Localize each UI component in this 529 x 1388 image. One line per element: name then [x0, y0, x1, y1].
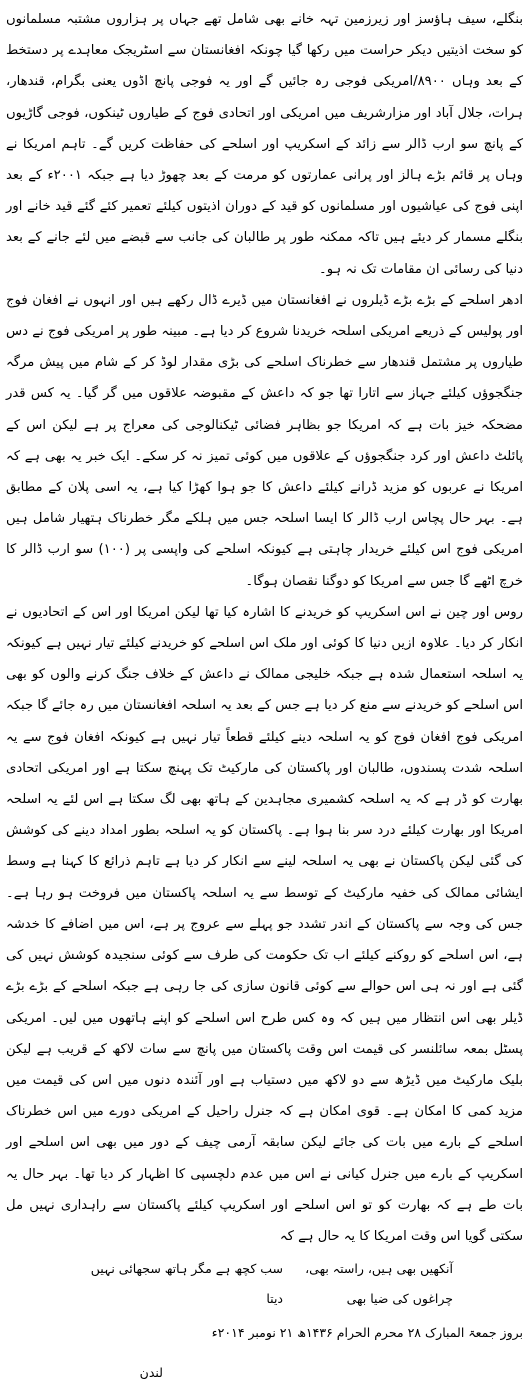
article-paragraph-2: ادھر اسلحے کے بڑے بڑے ڈیلروں نے افغانستان میں ڈیرے ڈال رکھے ہیں اور انہوں نے افغان فوج اور پولیس کے ذریعے امریکی اسلحہ خریدنا شروع کر دیا ہے۔ مبینہ طور پر امریکی فوج نے دس طیاروں پر مشتمل قندھار سے خطرناک اسلحے کی بڑی مقدار لوڈ کر کے شام میں پیش مرگہ جنگجوؤں کیلئے جہاز سے اتارا تھا جو کہ داعش کے مقبوضہ علاقوں میں گر گیا۔ یہ کس قدر مضحکہ خیز بات ہے کہ امریکا جو بظاہر فضائی ٹیکنالوجی کی معراج پر ہے لیکن اس کے پائلٹ داعش اور کرد جنگجوؤں کے علاقوں میں کوئی تمیز نہ کر سکے۔ ایک خبر یہ بھی ہے کہ امریکا نے عربوں کو مزید ڈرانے کیلئے داعش کا جو ہوا کھڑا کیا ہے، یہ اسی پلان کے مطابق ہے۔ بہر حال پچاس ارب ڈالر کا ایسا اسلحہ جس میں ہلکے مگر خطرناک ہتھیار شامل ہیں امریکی فوج اس کیلئے خریدار چاہتی ہے کیونکہ اسلحے کی واپسی پر (۱۰۰) سو ارب ڈالر کا خرچ اٹھے گا جس سے امریکا کو دوگنا نقصان ہوگا۔ [6, 292, 523, 589]
verse-hemistich-first: آنکھیں بھی ہیں، راستہ بھی، چراغوں کی ضیا بھی [305, 1261, 453, 1307]
article-paragraph-1: بنگلے، سیف ہاؤسز اور زیرزمین تہہ خانے بھی شامل تھے جہاں پر ہزاروں مشتبہ مسلمانوں کو سخت اذیتیں دیکر حراست میں رکھا گیا چونکہ افغانستان سے اسٹریجک معاہدے پر دستخط کے بعد وہاں ۸۹۰۰/امریکی فوجی رہ جائیں گے اور یہ فوجی پانچ اڈوں یعنی بگرام، قندھار، ہرات، جلال آباد اور مزارشریف میں امریکی اور اتحادی فوج کے طیاروں ٹینکوں، فوجی گاڑیوں کے پانچ سو ارب ڈالر سے زائد کے اسکریپ اور اسلحے کی حفاظت کریں گے۔ تاہم امریکا نے وہاں پر قائم بڑے ہالز اور پرانی عمارتوں کو مرمت کے بعد چھوڑ دیا ہے جبکہ ۲۰۰۱ء کے بعد اپنی فوج کی عیاشیوں اور مسلمانوں کو قید کے دوران اذیتوں کیلئے تعمیر کئے گئے قید خانے اور بنگلے مسمار کر دیئے ہیں تاکہ ممکنہ طور پر طالبان کی جانب سے قبضے میں لئے جانے کے بعد دنیا کی رسائی ان مقامات تک نہ ہو۔ [6, 12, 523, 277]
article-place: لندن [139, 1365, 163, 1381]
closing-verse [6, 1254, 523, 1314]
article-dateline: بروز جمعۃ المبارک ۲۸ محرم الحرام ۱۴۳۶ھ ۲۱ نومبر ۲۰۱۴ء [211, 1325, 523, 1341]
article-paragraph-3: روس اور چین نے اس اسکریپ کو خریدنے کا اشارہ کیا تھا لیکن امریکا اور اس کے اتحادیوں نے انکار کر دیا۔ علاوہ ازیں دنیا کا کوئی اور ملک اس اسلحے کو خریدنے کیلئے تیار نہیں ہے کیونکہ یہ اسلحہ استعمال شدہ ہے جبکہ خلیجی ممالک نے داعش کے خلاف جنگ کرنے والوں کو بھی اس اسلحے کو خریدنے سے منع کر دیا ہے جس کے بعد یہ اسلحہ افغانستان میں رہ جائے گا جبکہ امریکی فوج افغان فوج کو یہ اسلحہ دینے کیلئے قطعاً تیار نہیں ہے کیونکہ افغان فوج سے یہ اسلحہ شدت پسندوں، طالبان اور پاکستان کی مارکیٹ تک پہنچ سکتا ہے اور امریکی اتحادی بھارت کو ڈر ہے کہ یہ اسلحہ کشمیری مجاہدین کے ہاتھ بھی لگ سکتا ہے اس لئے یہ اسلحہ امریکا اور بھارت کیلئے درد سر بنا ہوا ہے۔ پاکستان کو یہ اسلحہ بطور امداد دینے کی کوشش کی گئی لیکن پاکستان نے بھی یہ اسلحہ لینے سے انکار کر دیا ہے تاہم ذرائع کا کہنا ہے وسط ایشائی ممالک کی خفیہ مارکیٹ کے توسط سے یہ اسلحہ پاکستان میں فروخت ہو رہا ہے۔ جس کی وجہ سے پاکستان کے اندر تشدد جو پہلے سے عروج پر ہے، اس میں اضافے کا خدشہ ہے، اس اسلحے کو روکنے کیلئے اب تک حکومت کی طرف سے کوئی سنجیدہ کوشش نہیں کی گئی ہے اور نہ ہی اس حوالے سے کوئی قانون سازی کی جا رہی ہے جبکہ اسلحے کے بڑے بڑے ڈیلر بھی اس انتظار میں ہیں کہ وہ کس طرح اس اسلحے کو اپنے ہاتھوں میں لیں۔ امریکی پسٹل بمعہ سائلنسر کی قیمت اس وقت پاکستان میں پانچ سے سات لاکھ کے قریب ہے لیکن بلیک مارکیٹ میں ڈیڑھ سے دو لاکھ میں دستیاب ہے اور آئندہ دنوں میں اس کی قیمت میں مزید کمی کا امکان ہے۔ قوی امکان ہے کہ جنرل راحیل کے امریکی دورے میں اس خطرناک اسلحے کے بارے میں بات کی جائے لیکن سابقہ آرمی چیف کے دور میں بھی اس اسلحے اور اسکریپ کے بارے میں جنرل کیانی نے اس میں عدم دلچسپی کا اظہار کر دیا تھا۔ بہر حال یہ بات طے ہے کہ بھارت کو تو اس اسلحے اور اسکریپ کیلئے پاکستان سے راہداری نہیں مل سکتی گویا اس وقت امریکا کا یہ حال ہے کہ [6, 604, 523, 1244]
verse-hemistich-second: سب کچھ ہے مگر ہاتھ سجھائی نہیں دیتا [90, 1261, 283, 1307]
